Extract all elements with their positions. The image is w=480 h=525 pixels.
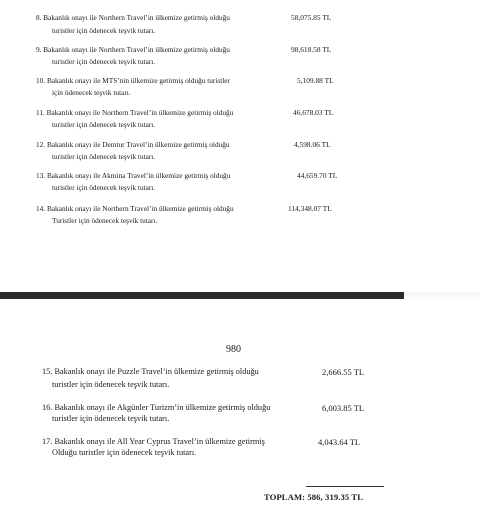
document-page-lower [0,300,480,525]
entry-description-line2: için ödenecek teşvik tutarı. [52,88,131,97]
entry-description-line1: 17. Bakanlık onayı ile All Year Cyprus Travel’in ülkemize getirmiş [42,437,265,446]
entry-description-line1: 10. Bakanlık onayı ile MTS’nin ülkemize getirmiş olduğu turistler [36,76,230,85]
entry-description-line2: turistler için ödenecek teşvik tutarı. [52,380,170,389]
entry-amount: 114,348.07 TL [288,204,332,213]
entry-amount: 4,043.64 TL [318,437,361,447]
entry-description-line2: turistler için ödenecek teşvik tutarı. [52,414,170,423]
entry-amount: 2,666.55 TL [322,367,365,377]
total-amount: TOPLAM: 586, 319.35 TL [264,492,364,502]
entry-description-line2: Olduğu turistler için ödenecek teşvik tutarı. [52,448,197,457]
entry-amount: 44,659.70 TL [297,171,338,180]
entry-description-line1: 14. Bakanlık onayı ile Northern Travel’in ülkemize getirmiş olduğu [36,204,234,213]
entry-description-line1: 13. Bakanlık onayı ile Akmina Travel’in ülkemize getirmiş olduğu [36,171,231,180]
entry-description-line2: turistler için ödenecek teşvik tutarı. [52,120,156,129]
entry-description-line1: 9. Bakanlık onayı ile Northern Travel’in ülkemize getirmiş olduğu [36,45,230,54]
entry-amount: 46,678.03 TL [293,108,334,117]
entry-amount: 58,075.85 TL [291,13,332,22]
entry-description-line2: turistler için ödenecek teşvik tutarı. [52,183,156,192]
entry-description-line1: 11. Bakanlık onayı ile Northern Travel’in ülkemize getirmiş olduğu [36,108,234,117]
entry-description-line2: turistler için ödenecek teşvik tutarı. [52,26,156,35]
total-rule [306,486,384,487]
entry-description-line2: Turistler için ödenecek teşvik tutarı. [52,216,158,225]
entry-description-line1: 16. Bakanlık onayı ile Akgünler Turizm’in ülkemize getirmiş olduğu [42,403,271,412]
entry-description-line1: 15. Bakanlık onayı ile Puzzle Travel’in ülkemize getirmiş olduğu [42,367,259,376]
entry-description-line2: turistler için ödenecek teşvik tutarı. [52,152,156,161]
page-divider [0,292,404,299]
page-number: 980 [226,344,241,355]
entry-description-line1: 12. Bakanlık onayı ile Demtur Travel’in ülkemize getirmiş olduğu [36,140,230,149]
page-divider-shadow [404,292,480,299]
entry-amount: 6,003.85 TL [322,403,365,413]
entry-amount: 5,109.88 TL [297,76,334,85]
entry-amount: 98,618.58 TL [291,45,332,54]
entry-amount: 4,598.06 TL [294,140,331,149]
entry-description-line1: 8. Bakanlık onayı ile Northern Travel’in ülkemize getirmiş olduğu [36,13,230,22]
entry-description-line2: turistler için ödenecek teşvik tutarı. [52,57,156,66]
